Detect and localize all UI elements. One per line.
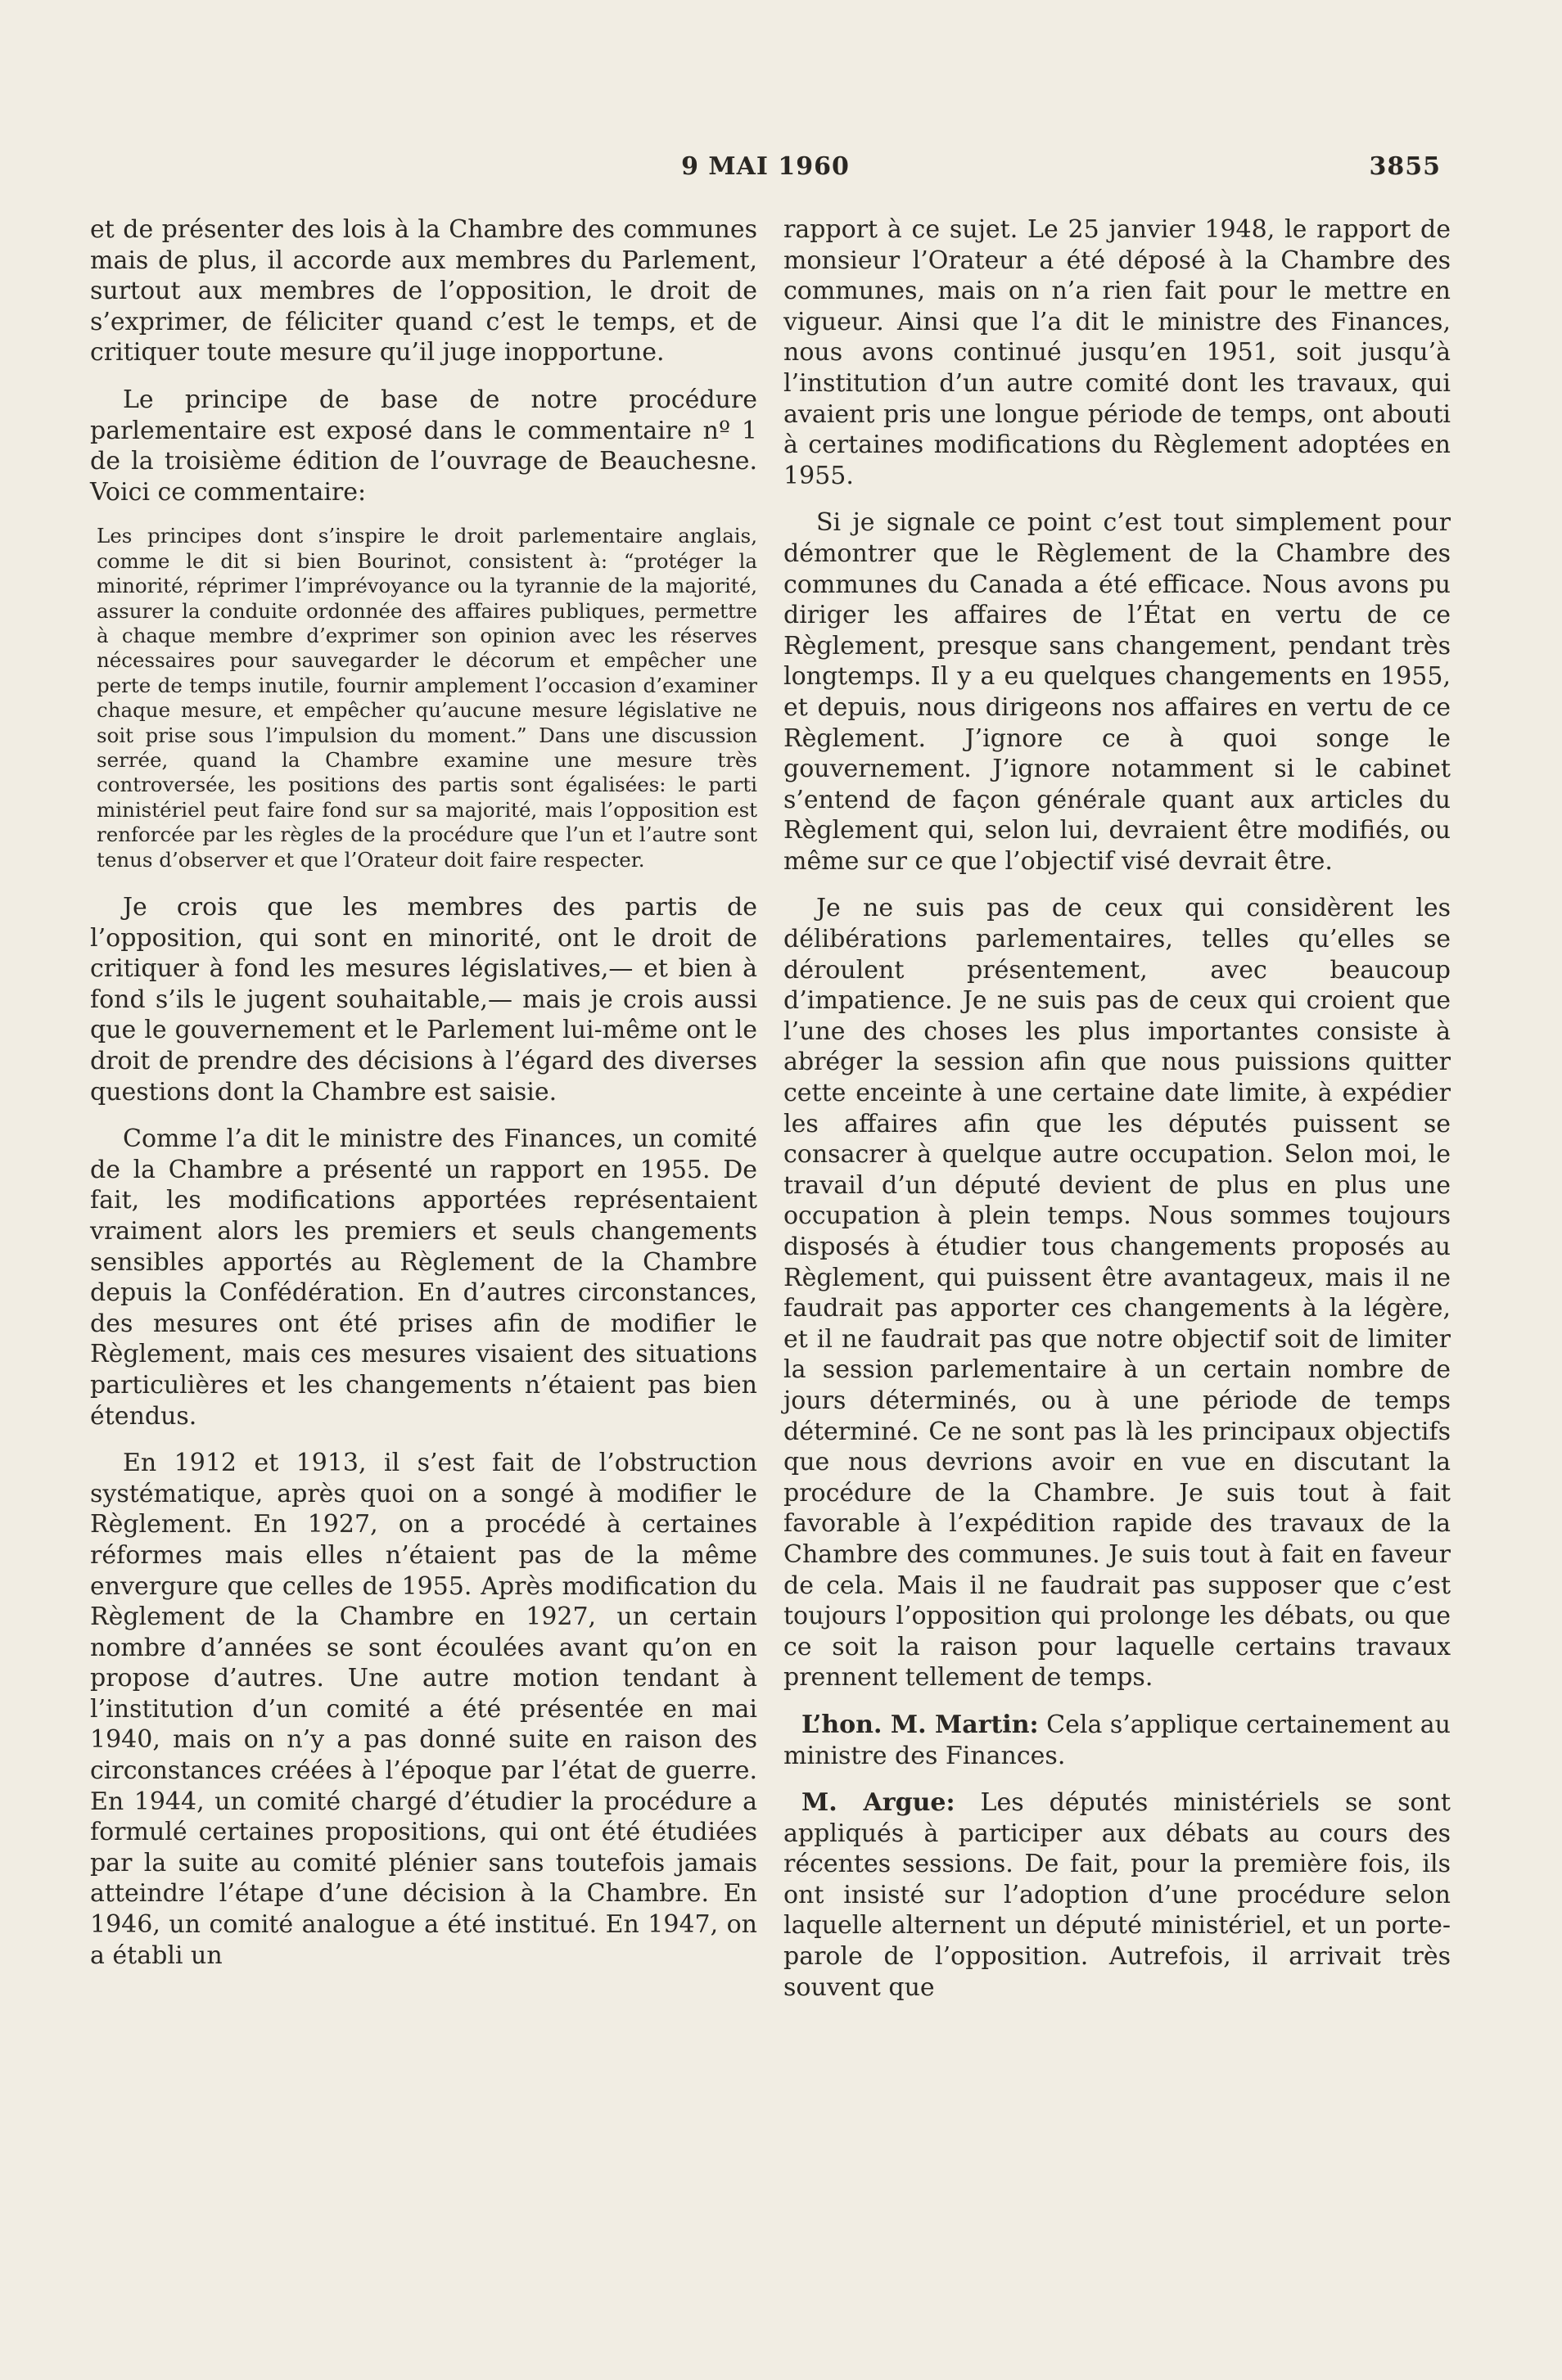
paragraph: Comme l’a dit le ministre des Finances, un comité de la Chambre a présenté un rapport en 1955. De fait, les modifications apportées représentaient vraiment alors les premiers et seuls changements sensibles apportés au Règlement de la Chambre depuis la Confédération. En d’autres circonstances, des mesures ont été prises afin de modifier le Règlement, mais ces mesures visaient des situations particulières et les changements n’étaient pas bien étendus. [90,1125,757,1431]
paragraph: et de présenter des lois à la Chambre des communes mais de plus, il accorde aux membres du Parlement, surtout aux membres de l’opposition, le droit de s’exprimer, de féliciter quand c’est le temps, et de critiquer toute mesure qu’il juge inopportune. [90,215,757,367]
speech-text: Cela s’applique certainement au ministre des Finances. [783,1710,1451,1770]
paragraph: Si je signale ce point c’est tout simplement pour démontrer que le Règlement de la Chambre des communes du Canada a été efficace. Nous avons pu diriger les affaires de l’État en vertu de ce Règlement, presque sans changement, pendant très longtemps. Il y a eu quelques changements en 1955, et depuis, nous dirigeons nos affaires en vertu de ce Règlement. J’ignore ce à quoi songe le gouvernement. J’ignore notamment si le cabinet s’entend de façon générale quant aux articles du Règlement qui, selon lui, devraient être modifiés, ou même sur ce que l’objectif visé devrait être. [783,508,1451,876]
paragraph: rapport à ce sujet. Le 25 janvier 1948, le rapport de monsieur l’Orateur a été déposé à la Chambre des communes, mais on n’a rien fait pour le mettre en vigueur. Ainsi que l’a dit le ministre des Finances, nous avons continué jusqu’en 1951, soit jusqu’à l’institution d’un autre comité dont les travaux, qui avaient pris une longue période de temps, ont abouti à certaines modifications du Règlement adoptées en 1955. [783,215,1451,490]
paragraph: Je crois que les membres des partis de l’opposition, qui sont en minorité, ont le droit de critiquer à fond les mesures législatives,— et bien à fond s’ils le jugent souhaitable,— mais je crois aussi que le gouvernement et le Parlement lui-même ont le droit de prendre des décisions à l’égard des diverses questions dont la Chambre est saisie. [90,893,757,1107]
paragraph: En 1912 et 1913, il s’est fait de l’obstruction systématique, après quoi on a songé à modifier le Règlement. En 1927, on a procédé à certaines réformes mais elles n’étaient pas de la même envergure que celles de 1955. Après modification du Règlement de la Chambre en 1927, un certain nombre d’années se sont écoulées avant qu’on en propose d’autres. Une autre motion tendant à l’institution d’un comité a été présentée en mai 1940, mais on n’y a pas donné suite en raison des circonstances créées à l’époque par l’état de guerre. En 1944, un comité chargé d’étudier la procédure a formulé certaines propositions, qui ont été étudiées par la suite au comité plénier sans toutefois jamais atteindre l’étape d’une décision à la Chambre. En 1946, un comité analogue a été institué. En 1947, on a établi un [90,1449,757,1970]
running-header [90,152,1441,190]
speaker-name: L’hon. M. Martin: [801,1710,1039,1739]
speech-text: Les députés ministériels se sont appliqués à participer aux débats au cours des récentes sessions. De fait, pour la première fois, ils ont insisté sur l’adoption d’une procédure selon laquelle alternent un député ministériel, et un porte-parole de l’opposition. Autrefois, il arrivait très souvent que [783,1788,1451,2002]
speech-paragraph [783,1787,1451,2003]
paragraph: Le principe de base de notre procédure parlementaire est exposé dans le commentaire nº 1 de la troisième édition de l’ouvrage de Beauchesne. Voici ce commentaire: [90,385,757,507]
header-date: 9 MAI 1960 [681,152,850,181]
page-number: 3855 [1369,152,1441,181]
left-column [90,214,757,1987]
speaker-name: M. Argue: [801,1788,955,1818]
speech-paragraph [783,1710,1451,1771]
right-column [783,214,1451,2019]
paragraph: Je ne suis pas de ceux qui considèrent les délibérations parlementaires, telles qu’elles se déroulent présentement, avec beaucoup d’impatience. Je ne suis pas de ceux qui croient que l’une des choses les plus importantes consiste à abréger la session afin que nous puissions quitter cette enceinte à une certaine date limite, à expédier les affaires afin que les députés puissent se consacrer à quelque autre occupation. Selon moi, le travail d’un député devient de plus en plus une occupation à plein temps. Nous sommes toujours disposés à étudier tous changements proposés au Règlement, qui puissent être avantageux, mais il ne faudrait pas apporter ces changements à la légère, et il ne faudrait pas que notre objectif soit de limiter la session parlementaire à un certain nombre de jours déterminés, ou à une période de temps déterminé. Ce ne sont pas là les principaux objectifs que nous devrions avoir en vue en discutant la procédure de la Chambre. Je suis tout à fait favorable à l’expédition rapide des travaux de la Chambre des communes. Je suis tout à fait en faveur de cela. Mais il ne faudrait pas supposer que c’est toujours l’opposition qui prolonge les débats, ou que ce soit la raison pour laquelle certains travaux prennent tellement de temps. [783,894,1451,1693]
block-quote: Les principes dont s’inspire le droit parlementaire anglais, comme le dit si bien Bourinot, consistent à: “protéger la minorité, réprimer l’imprévoyance ou la tyrannie de la majorité, assurer la conduite ordonnée des affaires publiques, permettre à chaque membre d’exprimer son opinion avec les réserves nécessaires pour sauvegarder le décorum et empêcher une perte de temps inutile, fournir amplement l’occasion d’examiner chaque mesure, et empêcher qu’aucune mesure législative ne soit prise sous l’impulsion du moment.” Dans une discussion serrée, quand la Chambre examine une mesure très controversée, les positions des partis sont égalisées: le parti ministériel peut faire fond sur sa majorité, mais l’opposition est renforcée par les règles de la procédure que l’un et l’autre sont tenus d’observer et que l’Orateur doit faire respecter. [97,524,757,872]
